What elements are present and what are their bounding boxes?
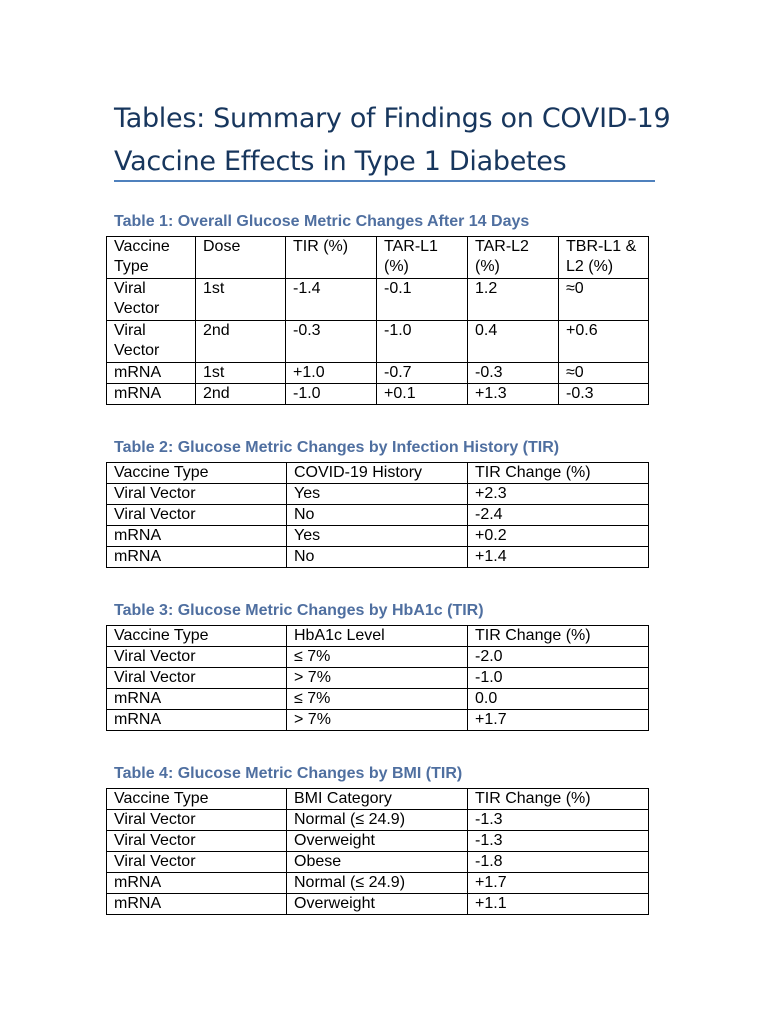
table-row [107,384,649,405]
table-cell: -1.0 [286,384,377,405]
table3-header-cell: TIR Change (%) [468,626,649,647]
table3 [106,625,649,731]
table-cell: ≈0 [559,363,649,384]
table-row [107,526,649,547]
table-cell: mRNA [107,384,196,405]
table-cell: 1.2 [468,279,559,321]
table-cell: ≈0 [559,279,649,321]
table1-header-cell: TAR-L1 (%) [377,237,468,279]
table-cell: -2.0 [468,647,649,668]
table-row [107,668,649,689]
table-cell: Viral Vector [107,852,287,873]
table-cell: +1.1 [468,894,649,915]
table-cell: ≤ 7% [287,689,468,710]
table4-header-cell: BMI Category [287,789,468,810]
table-cell: Obese [287,852,468,873]
table-row [107,321,649,363]
table-cell: 0.4 [468,321,559,363]
table-cell: +0.1 [377,384,468,405]
document-title: Tables: Summary of Findings on COVID-19 Vaccine Effects in Type 1 Diabetes [114,103,671,177]
table-cell: -0.3 [468,363,559,384]
table-row [107,279,649,321]
table-row [107,831,649,852]
table-cell: -1.3 [468,810,649,831]
table1-header-cell: TAR-L2 (%) [468,237,559,279]
title-divider [114,180,655,182]
table-cell: -0.3 [559,384,649,405]
table-cell: 2nd [196,384,286,405]
table4 [106,788,649,915]
table1-header-cell: Vaccine Type [107,237,196,279]
table-cell: -0.3 [286,321,377,363]
table-cell: Normal (≤ 24.9) [287,873,468,894]
table-row [107,852,649,873]
table1-header-row [107,237,649,279]
table-row [107,505,649,526]
table-cell: 0.0 [468,689,649,710]
table-cell: +2.3 [468,484,649,505]
table-cell: -1.8 [468,852,649,873]
table-row [107,363,649,384]
table-row [107,710,649,731]
table-cell: mRNA [107,547,287,568]
table-cell: +0.6 [559,321,649,363]
table-cell: mRNA [107,873,287,894]
table-cell: > 7% [287,710,468,731]
table-cell: Viral Vector [107,505,287,526]
table-cell: Overweight [287,894,468,915]
table-cell: Normal (≤ 24.9) [287,810,468,831]
table-row [107,810,649,831]
table-row [107,894,649,915]
table-cell: ≤ 7% [287,647,468,668]
table-cell: Viral Vector [107,810,287,831]
table3-header-cell: Vaccine Type [107,626,287,647]
table-cell: mRNA [107,894,287,915]
table3-caption: Table 3: Glucose Metric Changes by HbA1c (TIR) [114,602,484,619]
table2 [106,462,649,568]
table-cell: mRNA [107,526,287,547]
table-cell: -0.1 [377,279,468,321]
table-cell: +1.7 [468,710,649,731]
table-cell: Viral Vector [107,668,287,689]
table-cell: Viral Vector [107,321,196,363]
table-cell: Overweight [287,831,468,852]
table-cell: Yes [287,526,468,547]
table2-header-cell: Vaccine Type [107,463,287,484]
table4-header-cell: TIR Change (%) [468,789,649,810]
table-cell: Viral Vector [107,831,287,852]
table-cell: +1.3 [468,384,559,405]
table4-caption: Table 4: Glucose Metric Changes by BMI (TIR) [114,765,463,782]
table3-header-row [107,626,649,647]
table-cell: No [287,505,468,526]
table1 [106,236,649,405]
table1-header-cell: Dose [196,237,286,279]
table2-header-cell: TIR Change (%) [468,463,649,484]
table4-header-row [107,789,649,810]
table-cell: 1st [196,363,286,384]
table-row [107,484,649,505]
table-cell: Viral Vector [107,279,196,321]
table-cell: +1.4 [468,547,649,568]
table-cell: +1.0 [286,363,377,384]
table-row [107,873,649,894]
table-row [107,647,649,668]
table1-caption: Table 1: Overall Glucose Metric Changes After 14 Days [114,213,530,230]
table-row [107,689,649,710]
table4-header-cell: Vaccine Type [107,789,287,810]
table-cell: -1.0 [377,321,468,363]
table3-header-cell: HbA1c Level [287,626,468,647]
table-cell: -2.4 [468,505,649,526]
table-cell: -1.4 [286,279,377,321]
table-cell: -1.0 [468,668,649,689]
table-cell: +1.7 [468,873,649,894]
table-cell: 1st [196,279,286,321]
table-cell: +0.2 [468,526,649,547]
table-cell: Yes [287,484,468,505]
table-cell: Viral Vector [107,484,287,505]
table-row [107,547,649,568]
table-cell: -1.3 [468,831,649,852]
table-cell: -0.7 [377,363,468,384]
table-cell: Viral Vector [107,647,287,668]
table-cell: mRNA [107,689,287,710]
table-cell: mRNA [107,710,287,731]
table-cell: mRNA [107,363,196,384]
table2-header-cell: COVID-19 History [287,463,468,484]
table2-caption: Table 2: Glucose Metric Changes by Infection History (TIR) [114,439,560,456]
table2-header-row [107,463,649,484]
table1-header-cell: TIR (%) [286,237,377,279]
table-cell: 2nd [196,321,286,363]
table1-header-cell: TBR-L1 & L2 (%) [559,237,649,279]
table-cell: > 7% [287,668,468,689]
table-cell: No [287,547,468,568]
